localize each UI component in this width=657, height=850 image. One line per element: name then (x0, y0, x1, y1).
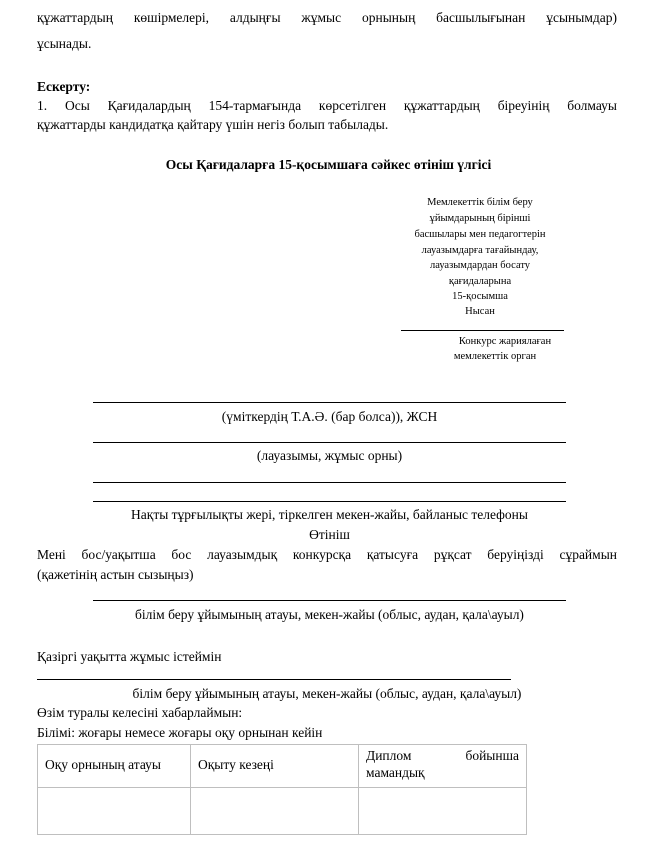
header-line: Нысан (465, 306, 495, 317)
about-me-label: Өзім туралы келесіні хабарлаймын: (37, 705, 243, 720)
header-line: 15-қосымша (452, 291, 508, 302)
table-header-cell (191, 745, 359, 788)
current-work-line (37, 679, 511, 680)
header-line: қағидаларына (448, 276, 512, 287)
col-specialty-word: бойынша (465, 748, 519, 763)
address-caption: Нақты тұрғылықты жері, тіркелген мекен-жайы, байланыс телефоны (131, 507, 528, 522)
header-line: лауазымдарға тағайындау, (421, 245, 539, 256)
organ-label: мемлекеттік орган (453, 351, 537, 362)
header-line: басшылары мен педагогтерін (414, 229, 546, 240)
request-line: Мені бос/уақытша бос лауазымдық конкурсқа қатысуға рұқсат беруіңізді сұраймын (37, 547, 617, 562)
education-label: Білімі: жоғары немесе жоғары оқу орнынан кейін (37, 725, 323, 740)
header-line: лауазымдардан босату (429, 260, 531, 271)
table-cell-institution[interactable] (38, 788, 191, 835)
current-work-label: Қазіргі уақытта жұмыс істеймін (37, 649, 222, 664)
header-line: Мемлекеттік білім беру (427, 197, 533, 208)
position-caption: (лауазымы, жұмыс орны) (256, 448, 403, 463)
address-line (93, 482, 566, 483)
paragraph-line: ұсынады. (37, 36, 92, 51)
org-line (93, 600, 566, 601)
org-caption: білім беру ұйымының атауы, мекен-жайы (облыс, аудан, қала\ауыл) (135, 607, 524, 622)
paragraph-line: құжаттардың көшірмелері, алдыңғы жұмыс орнының басшылығынан ұсынымдар) (37, 10, 617, 25)
note-line: 1. Осы Қағидалардың 154-тармағында көрсетілген құжаттардың біреуінің болмауы (37, 98, 617, 113)
organ-label: Конкурс жариялаған (458, 336, 552, 347)
col-specialty-header (366, 747, 519, 764)
col-institution-header: Оқу орнының атауы (45, 757, 161, 772)
position-line (93, 442, 566, 443)
form-title: Осы Қағидаларға 15-қосымшаға сәйкес өтініш үлгісі (165, 157, 492, 172)
candidate-name-line (93, 402, 566, 403)
table-header-cell (359, 745, 527, 788)
table-header-cell (38, 745, 191, 788)
table-header-row (38, 745, 527, 788)
organ-underline (401, 330, 564, 331)
header-line: ұйымдарының бірінші (429, 213, 531, 224)
table-row (38, 788, 527, 835)
org-caption: білім беру ұйымының атауы, мекен-жайы (облыс, аудан, қала\ауыл) (132, 686, 522, 701)
col-specialty-word: Диплом (366, 748, 412, 763)
table-cell-period[interactable] (191, 788, 359, 835)
request-line: (қажетінің астын сызыңыз) (37, 567, 194, 582)
col-period-header: Оқыту кезеңі (198, 757, 274, 772)
note-line: құжаттарды кандидатқа қайтару үшін негіз болып табылады. (37, 117, 389, 132)
address-line (93, 501, 566, 502)
note-heading: Ескерту: (37, 79, 91, 94)
table-cell-specialty[interactable] (359, 788, 527, 835)
candidate-caption: (үміткердің Т.А.Ә. (бар болса)), ЖСН (221, 409, 438, 424)
education-table (37, 744, 527, 835)
application-title: Өтініш (309, 527, 350, 542)
col-specialty-line2: мамандық (366, 765, 425, 780)
